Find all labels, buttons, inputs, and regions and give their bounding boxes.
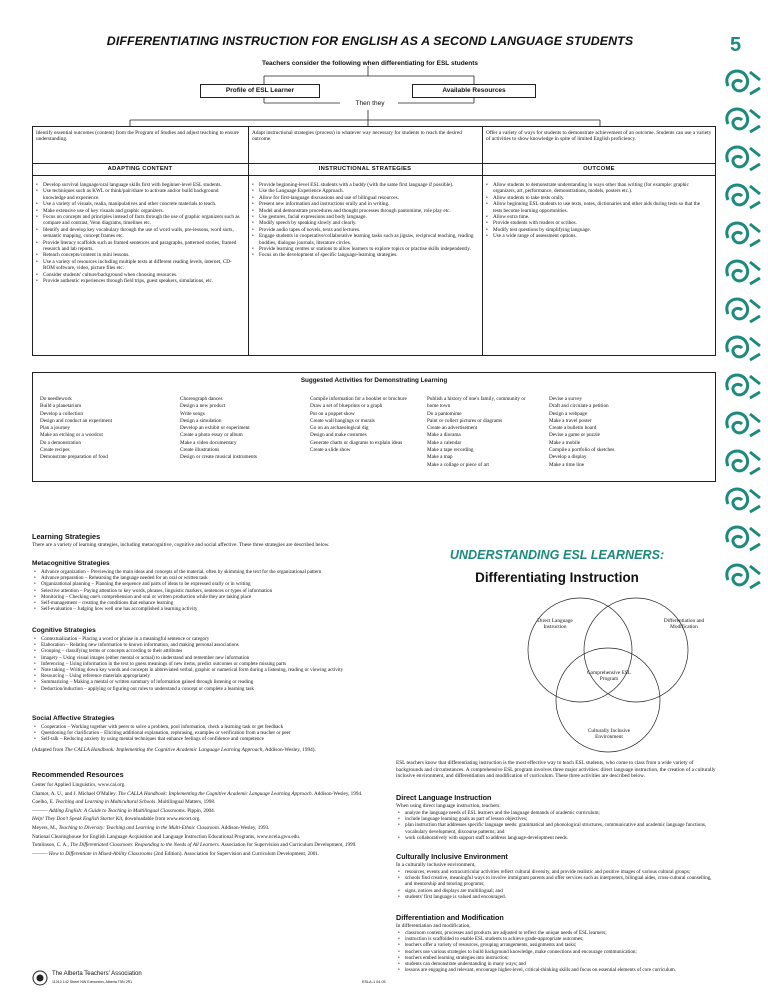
list-item: • Inferencing – Using information in the text to guess meanings of new items, predict outcomes or complete missing parts [34,661,380,667]
footer-organization: The Alberta Teachers' Association [52,971,142,977]
list-item: • Focus on concepts and principles instead of facts through the use of graphic organizers such as compare and contrast, Venn diagrams, timelines etc. [36,214,242,227]
activity-item: Create a photo essay or album [180,432,243,439]
list-item: • Consider students' culture/background when choosing resources. [36,272,242,278]
metacognitive-heading: Metacognitive Strategies [32,560,110,567]
column-divider [482,126,483,356]
swirl-icon [727,413,760,436]
activity-item: Paint or collect pictures or diagrams [427,417,503,424]
content-heading: ADAPTING CONTENT [107,166,173,172]
activity-item: Design a new product [180,403,226,410]
ata-logo-icon [32,970,48,986]
list-item: • Summarizing – Making a mental or written summary of information gained through listening or reading [34,679,380,685]
differentiating-title: Differentiating Instruction [475,570,639,585]
swirl-icon [727,261,760,284]
venn-circle-differentiation [584,598,688,702]
activity-item: Develop an exhibit or experiment [180,425,250,432]
list-item: • Provide learning centres or stations to allow learners to explore topics or practise skills independently. [252,246,478,252]
strategies-list [252,182,478,259]
list-item: • Use the Language Experience Approach. [252,188,478,194]
swirl-icon [727,489,760,512]
activity-item: Design or create musical instruments [180,454,257,461]
swirl-icon [727,451,760,474]
culture-lead: In a culturally inclusive environment, [396,862,476,868]
activity-item: Develop a collection [40,410,83,417]
activity-item: Make a collage or piece of art [427,461,489,468]
activity-item: Develop a display [549,454,587,461]
activities-column [40,396,160,462]
activity-item: Make a map [427,454,453,461]
venn-label-differentiation: Differentiation and Modification [663,618,705,631]
list-item: • Use a variety of visuals, realia, manipulatives and other concrete materials to teach. [36,201,242,207]
list-item: • Deduction/induction – applying or figuring out rules to understand a concept or complete a learning task [34,686,380,692]
list-item: • Self-evaluation – Judging how well one has accomplished a learning activity [34,606,380,612]
list-item: • signs, notices and displays are multilingual; and [398,888,716,894]
culture-heading: Culturally Inclusive Environment [396,852,508,861]
list-item: • Modify test questions by simplifying language. [486,227,708,233]
list-item: • classroom content, processes and products are adjusted to reflect the unique needs of ESL learners; [398,930,716,936]
outcome-heading: OUTCOME [583,166,615,172]
list-item: • teachers embed learning strategies into instruction; [398,955,716,961]
list-item: • Modify speech by speaking slowly and clearly. [252,220,478,226]
list-item: • Allow beginning ESL students to use texts, notes, dictionaries and other aids during tests so that the tests become learning opportunities. [486,201,708,214]
row-divider [32,163,716,164]
activities-column [310,396,410,454]
list-item: • Self-talk – Reducing anxiety by using mental techniques that enhance feelings of confidence and competence [34,736,380,742]
swirl-icon [727,185,760,208]
venn-label-center: Comprehensive ESL Program [587,670,631,683]
social-affective-heading: Social Affective Strategies [32,715,115,722]
activities-column [180,396,300,462]
list-item: • Advance preparation – Rehearsing the language needed for an oral or written task [34,575,380,581]
list-item: • include language learning goals as part of lesson objectives; [398,816,716,822]
content-list [36,182,242,285]
row-divider [32,175,716,176]
list-item: • Provide authentic experiences through field trips, guest speakers, simulations, etc. [36,278,242,284]
resource-entry: Meyers, M., Teaching to Diversity: Teaching and Learning in the Multi-Ethnic Classroom. Addison-Wesley, 1993. [32,824,270,831]
outcome-intro: Offer a variety of ways for students to demonstrate achievement of an outcome. Students can use a variety of activities to show knowledge in spite of limited English proficiency. [486,130,712,143]
list-item: • Provide beginning-level ESL students with a buddy (with the same first language if possible). [252,182,478,188]
list-item: • Grouping – classifying terms or concepts according to their attributes [34,648,380,654]
list-item: • instruction is scaffolded to enable ESL students to achieve grade-appropriate outcomes; [398,936,716,942]
venn-circle-direct [528,598,632,702]
cognitive-heading: Cognitive Strategies [32,627,96,634]
list-item: • Elaboration – Relating new information to known information, and making personal associations [34,642,380,648]
activity-item: Create a bulletin board [549,425,597,432]
page-number: 5 [730,34,742,56]
direct-heading: Direct Language Instruction [396,793,492,802]
activity-item: Make a calendar [427,439,462,446]
swirl-icon [727,337,760,360]
list-item: • teachers offer a variety of resources, grouping arrangements, assignments and tasks; [398,942,716,948]
list-item: • Organizational planning – Planning the sequence and parts of ideas to be expressed orally or in writing [34,581,380,587]
activity-item: Make a mobile [549,439,581,446]
activity-item: Create illustrations [180,447,220,454]
list-item: • lessons are engaging and relevant, encourage higher-level, critical-thinking skills and focus on essential elements of core curriculum. [398,967,716,973]
list-item: • Note taking – Writing down key words and concepts in abbreviated verbal, graphic or numerical form during a listening, reading or viewing activity [34,667,380,673]
activity-item: Plan a journey [40,425,70,432]
activities-title: Suggested Activities for Demonstrating Learning [300,377,448,384]
activity-item: Compile information for a booklet or brochure [310,396,407,402]
profile-box: Profile of ESL Learner [200,84,320,98]
activity-item: Demonstrate preparation of food [40,454,108,461]
direct-list [398,810,716,841]
list-item: • resources, events and extracurricular activities reflect cultural diversity, and provide realistic and positive images of various cultural groups; [398,869,716,875]
list-item: • Develop survival language/oral language skills first with beginner-level ESL students. [36,182,242,188]
list-item: • Cooperation – Working together with peers to solve a problem, pool information, check a learning task or get feedback [34,724,380,730]
column-divider [248,126,249,356]
swirl-icon [727,71,760,94]
list-item: • schools find creative, meaningful ways to involve immigrant parents and offer services such as interpreters, bilingual aides, cross-cultural counselling, and mentorship and tutoring programs; [398,875,716,887]
list-item: • Allow students to demonstrate understanding in ways other than writing (for example: graphic organizers, art, performance, demonstrations, models, posters etc.). [486,182,708,195]
list-item: • Provide students with readers or scribes. [486,220,708,226]
resources-box: Available Resources [412,84,536,98]
activities-column [427,396,527,469]
activities-column [549,396,669,469]
resources-list [32,782,372,859]
list-item: • Allow extra time. [486,214,708,220]
list-item: • Self-management – creating the conditions that enhance learning [34,600,380,606]
strategies-source: (Adapted from The CALLA Handbook: Implementing the Cognitive Academic Language Learning Approach, Addison-Wesley, 1994). [32,747,316,753]
activity-item: Create a slide show [310,447,351,454]
activity-item: Make a video documentary [180,439,237,446]
resource-entry: Help! They Don't Speak English Starter Kit, downloadable from www.escort.org. [32,816,201,823]
list-item: • Make extensive use of key visuals and graphic organizers. [36,208,242,214]
resource-entry: National Clearinghouse for English Language Acquisition and Language Instruction Educational Programs, www.ncela.gwu.edu. [32,833,301,840]
activity-item: Put on a puppet show [310,410,355,417]
resource-entry: ——— How to Differentiate in Mixed-Ability Classrooms (2nd Edition). Association for Supervision and Curriculum Development, 2001. [32,850,320,857]
list-item: • Advance organization – Previewing the main ideas and concepts of the material, often by skimming the text for the organizational pattern [34,569,380,575]
activity-item: Design and conduct an experiment [40,417,113,424]
list-item: • Provide audio tapes of novels, texts and lectures. [252,227,478,233]
diff-lead: In differentiation and modification, [396,923,471,929]
activity-item: Make a diorama [427,432,461,439]
activity-item: Make a tape recording [427,447,474,454]
activity-item: Create recipes [40,447,70,454]
list-item: • students can demonstrate understanding in many ways; and [398,961,716,967]
list-item: • plan instruction that addresses specific language needs: grammatical and phonological structures, communicative and academic language functions, vocabulary development, discourse patterns; and [398,822,716,834]
swirl-icon [727,565,760,588]
swirl-icon [727,147,760,170]
learning-strategies-heading: Learning Strategies [32,532,101,541]
footer-code: ESLA-1 04 05 [362,980,386,984]
resource-entry: Tomlinson, C. A., The Differentiated Classroom: Responding to the Needs of All Learners. Association for Supervision and Curriculum Development, 1999. [32,842,357,849]
culture-list [398,869,716,900]
activity-item: Draft and circulate a petition [549,403,609,410]
then-they-label: Then they [355,100,385,107]
flow-connector-lines [0,0,720,140]
activity-item: Make an etching or a woodcut [40,432,103,439]
understanding-intro: ESL teachers know that differentiating instruction is the most effective way to teach ESL students, who come to class from a wide variety of backgrounds and circumstances. A comprehensive ESL program involves three major activities: direct language instruction, the creation of a culturally inclusive environment, and differentiation and modification of curriculum. These three activities are described below. [396,760,716,779]
footer-address: 11010 142 Street NW Edmonton, Alberta T5N 2R1 [52,980,133,984]
swirl-icon [727,109,760,132]
activity-item: Design and make costumes [310,432,367,439]
activity-item: Compile a portfolio of sketches [549,447,615,454]
list-item: • Monitoring – Checking one's comprehension and oral or written production while they are taking place [34,594,380,600]
outcome-list [486,182,708,240]
resource-entry: Coelho, E. Teaching and Learning in Multicultural Schools. Multilingual Matters, 1998. [32,799,216,806]
activity-item: Choreograph dances [180,396,223,402]
activity-item: Make a travel poster [549,417,592,424]
activity-item: Devise a survey [549,396,583,402]
learning-strategies-intro: There are a variety of learning strategies, including metacognitive, cognitive and social affective. These three strategies are described below. [32,542,330,548]
activity-item: Generate charts or diagrams to explain ideas [310,439,403,446]
activity-item: Design a webpage [549,410,588,417]
list-item: • Resourcing – Using reference materials appropriately [34,673,380,679]
direct-lead: When using direct language instruction, teachers: [396,803,501,809]
activity-item: Write songs [180,410,205,417]
list-item: • Focus on the development of specific language-learning strategies. [252,252,478,258]
list-item: • teachers use various strategies to build background knowledge, make connections and encourage communication; [398,949,716,955]
side-decoration-icon [720,58,766,618]
list-item: • Use a wide range of assessment options. [486,233,708,239]
activity-item: Create an advertisement [427,425,478,432]
list-item: • Use techniques such as KWL or think/pair/share to activate and/or build background knowledge and experience. [36,188,242,201]
page-title: DIFFERENTIATING INSTRUCTION FOR ENGLISH AS A SECOND LANGUAGE STUDENTS [106,34,634,48]
resource-entry: Chamot, A. U., and J. Michael O'Malley. The CALLA Handbook: Implementing the Cognitive Academic Language Learning Approach. Addison-Wesley, 1994. [32,790,363,797]
activity-item: Go on an archaeological dig [310,425,369,432]
content-intro: Identify essential outcomes (content) from the Program of Studies and adjust teaching to ensure understanding. [36,130,239,143]
activity-item: Do a demonstration [40,439,81,446]
activity-item: Do a pantomime [427,410,462,417]
swirl-icon [727,375,760,398]
activity-item: Make a time line [549,461,585,468]
list-item: • Reteach concepts/content in mini lessons. [36,252,242,258]
list-item: • Selective attention – Paying attention to key words, phrases, linguistic markers, sentences or types of information [34,588,380,594]
resource-entry: ——— Adding English: A Guide to Teaching in Multilingual Classrooms. Pippin, 2004. [32,807,216,814]
understanding-title: UNDERSTANDING ESL LEARNERS: [449,548,665,562]
activity-item: Build a planetarium [40,403,82,410]
list-item: • analyze the language needs of ESL learners and the language demands of academic curriculum; [398,810,716,816]
list-item: • Model and demonstrate procedures and thought processes through pantomime, role play etc. [252,208,478,214]
metacognitive-list [34,569,380,612]
diff-list [398,930,716,973]
social-affective-list [34,724,380,743]
activity-item: Create wall hangings or murals [310,417,375,424]
strategies-heading: INSTRUCTIONAL STRATEGIES [318,166,412,172]
venn-label-culture: Culturally Inclusive Environment [587,728,631,741]
activity-item: Publish a history of one's family, community or home town [427,396,526,410]
strategies-intro: Adapt instructional strategies (process) in whatever way necessary for students to reach the desired outcome. [252,130,462,143]
list-item: • Allow students to take tests orally. [486,195,708,201]
activity-item: Do needlework [40,396,72,402]
cognitive-list [34,636,380,692]
diff-heading: Differentiation and Modification [396,913,504,922]
list-item: • Use a variety of resources including multiple texts at different reading levels, internet, CD-ROM software, video, picture files etc. [36,259,242,272]
page-subtitle: Teachers consider the following when differentiating for ESL students [261,60,479,67]
list-item: • Allow for first-language discussions and use of bilingual resources. [252,195,478,201]
list-item: • Questioning for clarification – Eliciting additional explanation, rephrasing, examples or verification from a teacher or peer [34,730,380,736]
resources-heading: Recommended Resources [32,770,124,779]
activity-item: Draw a set of blueprints or a graph [310,403,383,410]
swirl-icon [727,299,760,322]
activity-item: Design a simulation [180,417,222,424]
list-item: • work collaboratively with support staff to address language-development needs. [398,835,716,841]
resource-entry: Center for Applied Linguistics, www.cal.org. [32,782,126,788]
list-item: • Engage students in cooperative/collaborative learning tasks such as jigsaw, reciprocal teaching, reading buddies, dialogue journals, literature circles. [252,233,478,246]
list-item: • Imagery – Using visual images (either mental or actual) to understand and remember new information [34,655,380,661]
list-item: • Identify and develop key vocabulary through the use of word walls, pre-lessons, word sorts, semantic mapping, concept frames etc. [36,227,242,240]
list-item: • Present new information and instructions orally and in writing. [252,201,478,207]
swirl-icon [727,527,760,550]
activity-item: Devise a game or puzzle [549,432,600,439]
venn-label-direct: Direct Language Instruction [537,618,573,631]
list-item: • Provide literacy scaffolds such as framed sentences and paragraphs, patterned stories, framed research and lab reports. [36,240,242,253]
list-item: • Contextualization – Placing a word or phrase in a meaningful sentence or category [34,636,380,642]
swirl-icon [727,223,760,246]
list-item: • students' first language is valued and encouraged. [398,894,716,900]
list-item: • Use gestures, facial expressions and body language. [252,214,478,220]
